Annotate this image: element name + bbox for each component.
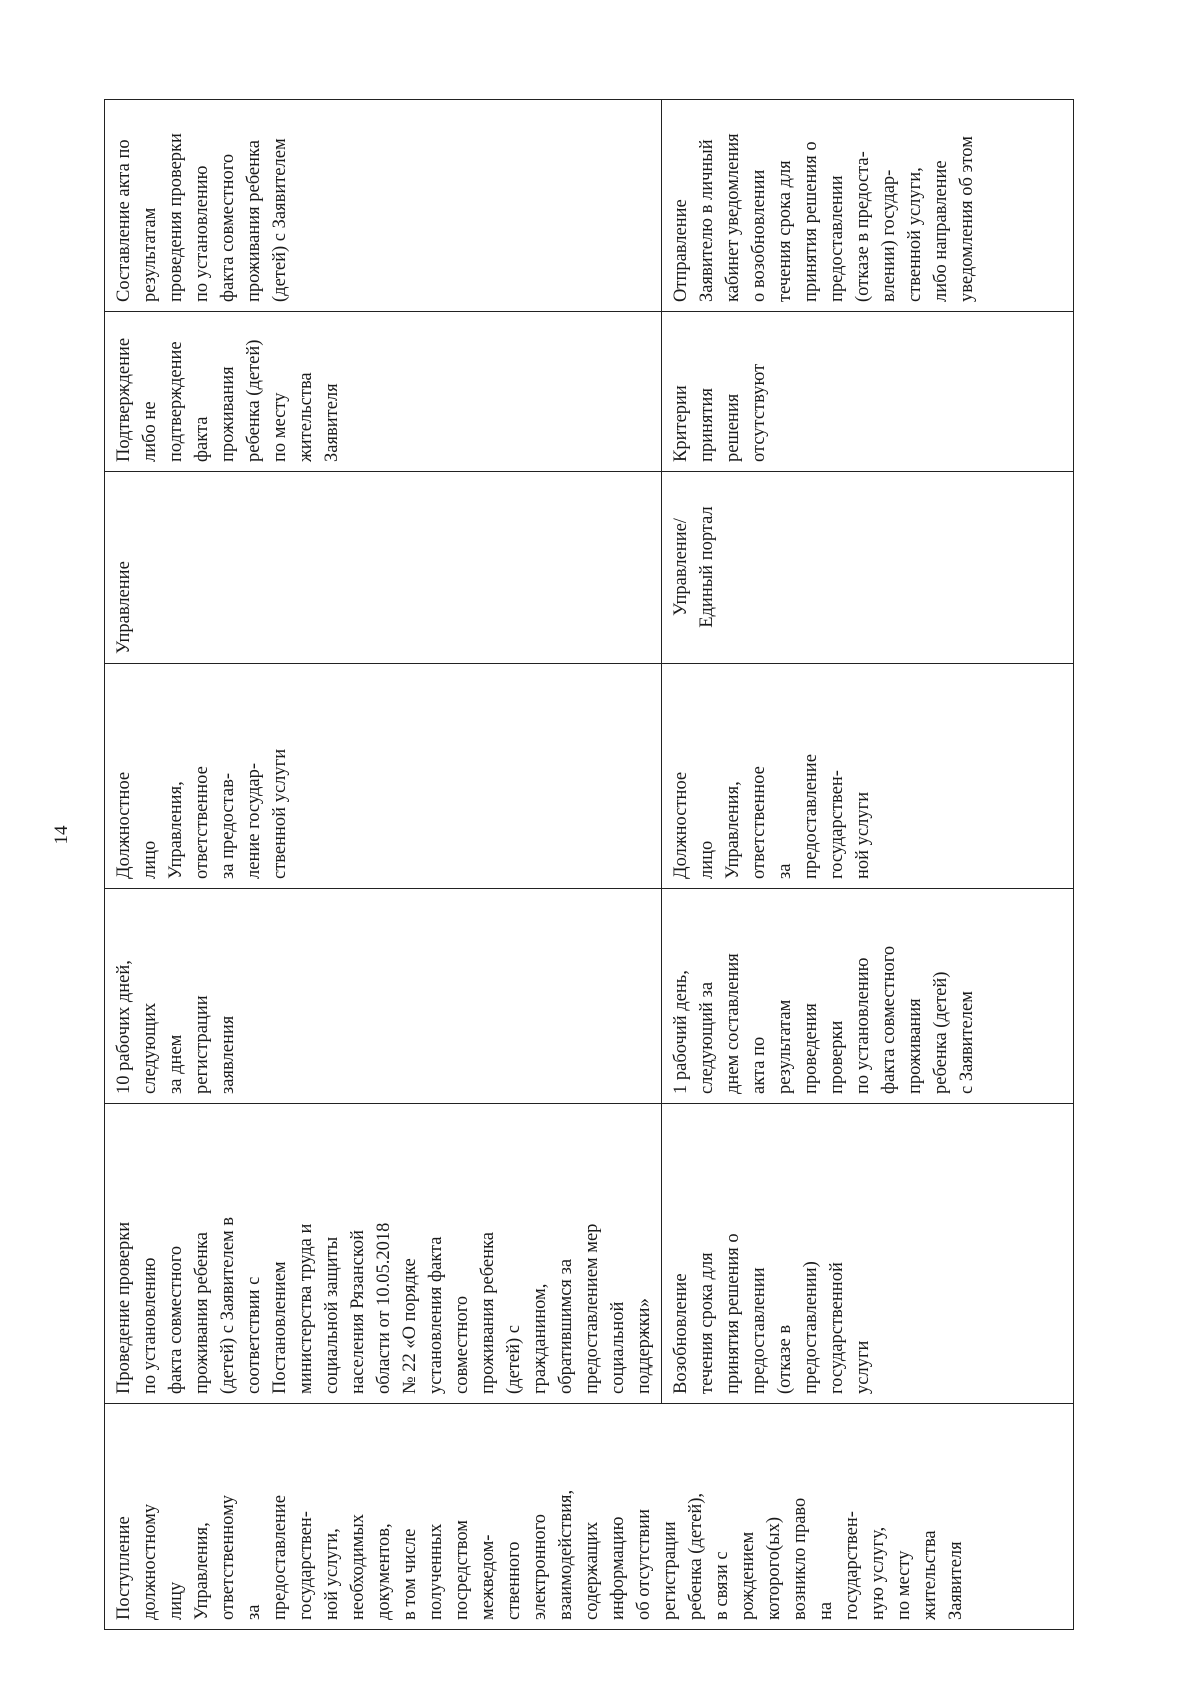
table-row: [662, 100, 1074, 1630]
rotated-table-wrapper: [104, 100, 1074, 1630]
place-cell: Управление: [105, 472, 662, 664]
action-cell: Проведение проверки по установлению факта совместного проживания ребенка (детей) с Заявителем в соответствии с Постановлением министерства труда и социальной защиты населения Рязанской области от 10.05.2018 № 22 «О порядке установления факта совместного проживания ребенка (детей) с гражданином, обратившимся за предоставлением мер социальной поддержки»: [105, 1104, 662, 1404]
criteria-cell: Критерии принятия решения отсутствуют: [662, 312, 1074, 472]
page-number: 14: [51, 825, 72, 845]
result-cell: Отправление Заявителю в личный кабинет уведомления о возобновлении течения срока для принятия решения о предоставлении (отказе в предоста- влении) государ- ственной услуги, либо направление уведомления об этом: [662, 100, 1074, 312]
term-cell: 10 рабочих дней, следующих за днем регистрации заявления: [105, 889, 662, 1104]
responsible-cell: Должностное лицо Управления, ответственное за предоставление государствен- ной услуги: [662, 664, 1074, 889]
table-row: [105, 100, 662, 1630]
result-cell: Составление акта по результатам проведения проверки по установлению факта совместного проживания ребенка (детей) с Заявителем: [105, 100, 662, 312]
procedure-table: [104, 99, 1074, 1630]
initiating-event-cell: Поступление должностному лицу Управления, ответственному за предоставление государствен- ной услуги, необходимых документов, в том числе полученных посредством межведом- ственного электронного взаимодействия, содержащих информацию об отсутствии регистрации ребенка (детей), в связи с рождением которого(ых) возникло право на государствен- ную услугу, по месту жительства Заявителя: [105, 1404, 1074, 1630]
place-cell: Управление/ Единый портал: [662, 472, 1074, 664]
criteria-cell: Подтверждение либо не подтверждение факта проживания ребенка (детей) по месту жительства Заявителя: [105, 312, 662, 472]
action-cell: Возобновление течения срока для принятия решения о предоставлении (отказе в предоставлении) государственной услуги: [662, 1104, 1074, 1404]
responsible-cell: Должностное лицо Управления, ответственное за предостав- ление государ- ственной услуги: [105, 664, 662, 889]
term-cell: 1 рабочий день, следующий за днем составления акта по результатам проведения проверки по установлению факта совместного проживания ребенка (детей) с Заявителем: [662, 889, 1074, 1104]
